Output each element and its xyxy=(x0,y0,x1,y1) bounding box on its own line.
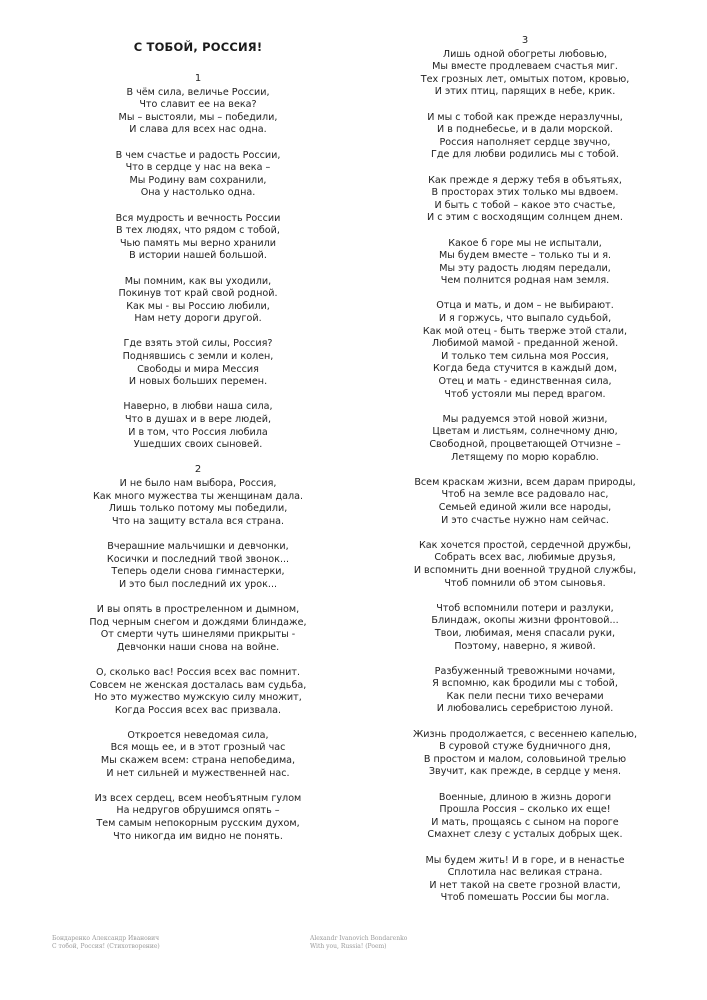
poem-line: Что в сердце у нас на века – xyxy=(125,162,271,174)
poem-line: Чтоб вспомнили потери и разлуки, xyxy=(436,602,614,614)
poem-line: Вчерашние мальчишки и девчонки, xyxy=(107,540,289,552)
poem-line: Чтоб устояли мы перед врагом. xyxy=(444,388,606,400)
poem-line: И любовались серебристою луной. xyxy=(436,703,614,715)
poem-line: И быть с тобой – какое это счастье, xyxy=(434,199,616,211)
poem-line: И это счастье нужно нам сейчас. xyxy=(441,514,609,526)
poem-line: Как мы - вы Россию любили, xyxy=(126,300,270,312)
poem-line: Мы Родину вам сохранили, xyxy=(129,174,267,186)
stanza xyxy=(400,540,650,590)
poem-line: И в том, что Россия любила xyxy=(128,426,268,438)
poem-line: И это был последний их урок... xyxy=(118,578,278,590)
stanza xyxy=(78,730,318,780)
poem-line: Из всех сердец, всем необъятным гулом xyxy=(94,792,302,804)
poem-line: На недругов обрушимся опять – xyxy=(116,805,280,817)
poem-line: Отец и мать - единственная сила, xyxy=(438,376,612,388)
poem-line: Прошла Россия – сколько их еще! xyxy=(439,804,611,816)
poem-line: Как много мужества ты женщинам дала. xyxy=(92,490,304,502)
poem-line: В простом и малом, соловьиной трелью xyxy=(423,753,627,765)
stanza xyxy=(78,87,318,137)
part-number: 2 xyxy=(194,464,202,476)
poem-line: Собрать всех вас, любимые друзья, xyxy=(434,552,616,564)
poem-part-1 xyxy=(78,73,318,452)
stanza xyxy=(78,541,318,591)
footer-right xyxy=(310,935,407,951)
footer-title-ru: С тобой, Россия! (Стихотворение) xyxy=(52,943,160,950)
poem-line: Что никогда им видно не понять. xyxy=(113,830,283,842)
poem-line: Отца и мать, и дом – не выбирают. xyxy=(436,300,614,312)
stanza xyxy=(400,792,650,842)
poem-line: Косички и последний твой звонок... xyxy=(106,553,290,565)
poem-line: Мы – выстояли, мы – победили, xyxy=(118,111,278,123)
poem-line: Свободной, процветающей Отчизне – xyxy=(429,439,621,450)
poem-line: И мать, прощаясь с сыном на пороге xyxy=(431,816,619,828)
poem-line: В чем счастье и радость России, xyxy=(115,149,281,161)
stanza xyxy=(78,150,318,200)
poem-line: Семьей единой жили все народы, xyxy=(438,501,612,513)
poem-line: Чем полнится родная нам земля. xyxy=(440,275,610,287)
poem-line: Разбуженный тревожными ночами, xyxy=(434,665,616,677)
poem-line: Откроется неведомая сила, xyxy=(127,729,269,741)
stanza xyxy=(400,855,650,905)
stanza xyxy=(78,338,318,388)
poem-line: Лишь одной обогреты любовью, xyxy=(442,48,608,60)
poem-line: Чью память мы верно хранили xyxy=(119,237,277,249)
stanza xyxy=(400,666,650,716)
footer-left xyxy=(52,935,160,951)
poem-line: Мы радуемся этой новой жизни, xyxy=(442,413,608,425)
poem-line: Мы эту радость людям передали, xyxy=(439,262,611,274)
poem-part-2 xyxy=(78,464,318,843)
poem-line: Где взять этой силы, Россия? xyxy=(123,338,273,350)
poem-line: И только тем сильна моя Россия, xyxy=(441,350,609,362)
poem-line: И вспомнить дни военной трудной службы, xyxy=(413,564,637,576)
poem-line: Смахнет слезу с усталых добрых щек. xyxy=(427,829,623,841)
poem-line: Какое б горе мы не испытали, xyxy=(448,237,602,249)
poem-line: В истории нашей большой. xyxy=(129,250,267,262)
poem-line: Покинув тот край свой родной. xyxy=(118,288,278,300)
stanza xyxy=(78,276,318,326)
poem-line: Цветам и листьям, солнечному дню, xyxy=(432,426,618,438)
poem-line: Чтоб помешать России бы могла. xyxy=(440,892,610,904)
poem-line: И этих птиц, парящих в небе, крик. xyxy=(434,86,616,98)
stanza xyxy=(78,478,318,528)
poem-line: О, сколько вас! Россия всех вас помнит. xyxy=(96,666,300,678)
poem-line: Когда беда стучится в каждый дом, xyxy=(432,363,618,375)
poem-line: И вы опять в простреленном и дымном, xyxy=(96,603,300,615)
poem-line: Как хочется простой, сердечной дружбы, xyxy=(418,539,632,551)
stanza xyxy=(400,603,650,653)
poem-line: Поэтому, наверно, я живой. xyxy=(454,640,596,652)
poem-line: Девчонки наши снова на войне. xyxy=(116,641,280,653)
poem-line: И нет сильней и мужественней нас. xyxy=(106,767,290,779)
poem-line: Твои, любимая, меня спасали руки, xyxy=(434,627,616,639)
poem-line: Любимой мамой - преданной женой. xyxy=(431,338,619,350)
poem-line: Ушедших своих сыновей. xyxy=(133,439,263,451)
poem-line: Тем самым непокорным русским духом, xyxy=(96,818,300,830)
poem-line: Всем краскам жизни, всем дарам природы, xyxy=(414,476,636,488)
poem-line: В чём сила, величье России, xyxy=(126,86,270,98)
stanza xyxy=(78,667,318,717)
poem-line: Тех грозных лет, омытых потом, кровью, xyxy=(420,73,630,85)
poem-line: Мы будем жить! И в горе, и в ненастье xyxy=(425,854,625,866)
part-number: 1 xyxy=(194,73,202,84)
poem-line: Звучит, как прежде, в сердце у меня. xyxy=(428,766,622,778)
poem-line: Когда Россия всех вас призвала. xyxy=(114,704,282,716)
poem-line: И новых больших перемен. xyxy=(128,376,268,388)
poem-line: И я горжусь, что выпало судьбой, xyxy=(438,313,612,325)
poem-line: Как мой отец - быть тверже этой стали, xyxy=(422,325,628,337)
poem-line: Она у настолько одна. xyxy=(140,187,256,199)
poem-line: Но это мужество мужскую силу множит, xyxy=(94,692,302,704)
footer-title-en: With you, Russia! (Poem) xyxy=(310,943,387,950)
poem-line: В суровой стуже будничного дня, xyxy=(439,741,611,753)
poem-line: Совсем не женская досталась вам судьба, xyxy=(89,679,307,691)
poem-line: Я вспомню, как бродили мы с тобой, xyxy=(432,678,618,690)
poem-line: Мы вместе продлеваем счастья миг. xyxy=(432,61,618,73)
footer-author-en: Alexandr Ivanovich Bondarenko xyxy=(310,935,408,942)
stanza xyxy=(400,175,650,225)
stanza xyxy=(400,238,650,288)
stanza xyxy=(400,49,650,99)
poem-line: Что славит ее на века? xyxy=(139,99,257,111)
poem-line: Под черным снегом и дождями блиндаже, xyxy=(89,616,307,628)
stanza xyxy=(400,414,650,464)
poem-line: Как прежде я держу тебя в объятьях, xyxy=(428,174,622,186)
poem-line: Чтоб помнили об этом сыновья. xyxy=(444,577,606,589)
poem-line: Блиндаж, окопы жизни фронтовой... xyxy=(431,615,619,627)
poem-line: Мы помним, как вы уходили, xyxy=(124,275,272,287)
poem-line: Летящему по морю кораблю. xyxy=(451,451,599,463)
poem-line: И не было нам выбора, Россия, xyxy=(119,478,277,489)
poem-line: И мы с тобой как прежде неразлучны, xyxy=(427,111,623,123)
footer-author-ru: Бондаренко Александр Иванович xyxy=(52,935,160,942)
poem-line: Мы будем вместе – только ты и я. xyxy=(438,250,612,262)
poem-line: Как пели песни тихо вечерами xyxy=(446,690,604,702)
poem-title: С ТОБОЙ, РОССИЯ! xyxy=(133,40,263,54)
poem-line: От смерти чуть шинелями прикрыты - xyxy=(100,629,296,641)
stanza xyxy=(400,300,650,401)
poem-line: Вся мощь ее, и в этот грозный час xyxy=(110,742,286,754)
poem-line: Нам нету дороги другой. xyxy=(134,313,262,325)
stanza xyxy=(78,793,318,843)
poem-line: Лишь только потому мы победили, xyxy=(108,503,288,515)
poem-line: В тех людях, что рядом с тобой, xyxy=(116,225,280,237)
poem-line: В просторах этих только мы вдвоем. xyxy=(431,187,619,199)
poem-line: Россия наполняет сердце звучно, xyxy=(439,136,611,148)
poem-line: Свободы и мира Мессия xyxy=(137,363,259,375)
poem-line: Мы скажем всем: страна непобедима, xyxy=(100,755,296,767)
poem-line: И в поднебесье, и в дали морской. xyxy=(437,124,613,136)
poem-line: Вся мудрость и вечность России xyxy=(115,212,281,224)
poem-line: Чтоб на земле все радовало нас, xyxy=(441,489,609,501)
poem-line: Наверно, в любви наша сила, xyxy=(123,401,273,413)
poem-line: И с этим с восходящим солнцем днем. xyxy=(427,212,623,224)
poem-line: Что в душах и в вере людей, xyxy=(124,414,272,426)
poem-line: Где для любви родились мы с тобой. xyxy=(431,149,619,161)
poem-line: Сплотила нас великая страна. xyxy=(447,867,603,879)
stanza xyxy=(78,604,318,654)
stanza xyxy=(78,213,318,263)
poem-line: И слава для всех нас одна. xyxy=(129,124,267,136)
poem-line: Поднявшись с земли и колен, xyxy=(122,351,274,363)
right-column xyxy=(400,0,650,918)
stanza xyxy=(400,112,650,162)
part-number: 3 xyxy=(521,35,529,46)
poem-line: Что на защиту встала вся страна. xyxy=(111,515,285,527)
poem-line: И нет такой на свете грозной власти, xyxy=(429,879,621,891)
poem-line: Жизнь продолжается, с весеннею капелью, xyxy=(412,728,638,740)
stanza xyxy=(400,477,650,527)
poem-line: Теперь одели снова гимнастерки, xyxy=(111,566,285,578)
stanza xyxy=(78,401,318,451)
poem-line: Военные, длиною в жизнь дороги xyxy=(438,791,612,803)
stanza xyxy=(400,729,650,779)
poem-part-3 xyxy=(400,35,650,905)
left-column xyxy=(78,0,318,856)
